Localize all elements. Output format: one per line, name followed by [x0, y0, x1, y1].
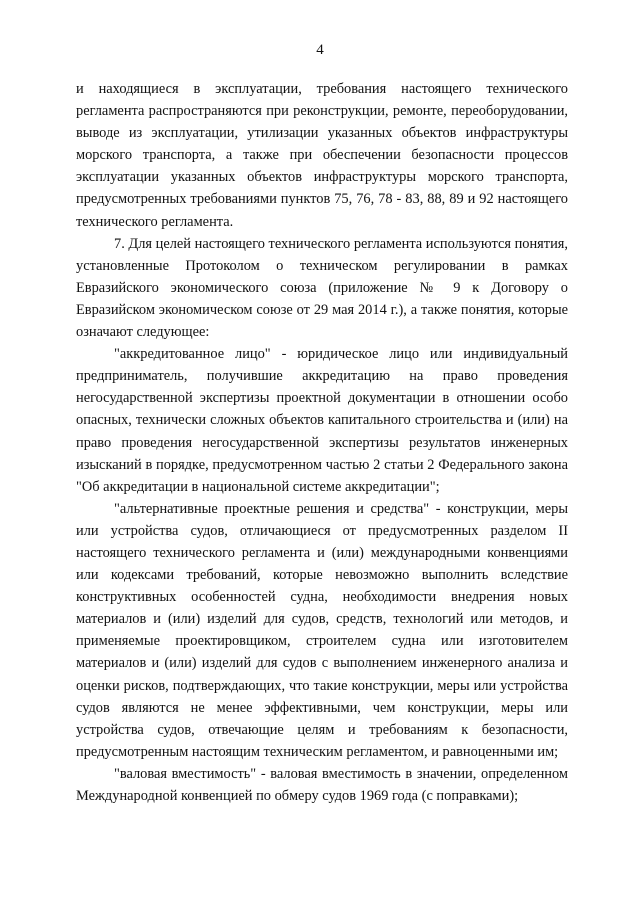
- definition-gross-tonnage: "валовая вместимость" - валовая вместимость в значении, определенном Международной конвенцией по обмеру судов 1969 года (с поправками);: [76, 765, 568, 804]
- page-number: 4: [316, 42, 324, 58]
- paragraph-item-7: 7. Для целей настоящего технического регламента используются понятия, установленные Протоколом о техническом регулировании в рамках Евразийского экономического союза (приложение № 9 к Договору о Евразийском экономическом союзе от 29 мая 2014 г.), а также понятия, которые означают следующее:: [76, 235, 568, 341]
- document-body: [76, 78, 568, 807]
- definition-alternative-design: "альтернативные проектные решения и средства" - конструкции, меры или устройства судов, отличающиеся от предусмотренных разделом II настоящего технического регламента и (или) международными конвенциями или кодексами требований, которые невозможно выполнить вследствие конструктивных особенностей судна, необходимости внедрения новых материалов и (или) изделий для судов, средств, технологий или методов, и применяемые проектировщиком, строителем судна или изготовителем материалов и (или) изделий для судов с выполнением инженерного анализа и оценки рисков, подтверждающих, что такие конструкции, меры или устройства судов являются не менее эффективными, чем конструкции, меры или устройства судов, отвечающие целям и требованиям к безопасности, предусмотренным настоящим техническим регламентом, и равноценными им;: [76, 500, 568, 760]
- definition-accredited-person: "аккредитованное лицо" - юридическое лицо или индивидуальный предприниматель, получившие аккредитацию на право проведения негосударственной экспертизы проектной документации в отношении особо опасных, технически сложных объектов капитального строительства и (или) на право проведения негосударственной экспертизы результатов инженерных изысканий в порядке, предусмотренном частью 2 статьи 2 Федерального закона "Об аккредитации в национальной системе аккредитации";: [76, 346, 568, 495]
- paragraph-continuation: и находящиеся в эксплуатации, требования настоящего технического регламента распространяются при реконструкции, ремонте, переоборудовании, выводе из эксплуатации, утилизации указанных объектов инфраструктуры морского транспорта, а также при обеспечении безопасности процессов эксплуатации указанных объектов инфраструктуры морского транспорта, предусмотренных требованиями пунктов 75, 76, 78 - 83, 88, 89 и 92 настоящего технического регламента.: [76, 81, 568, 230]
